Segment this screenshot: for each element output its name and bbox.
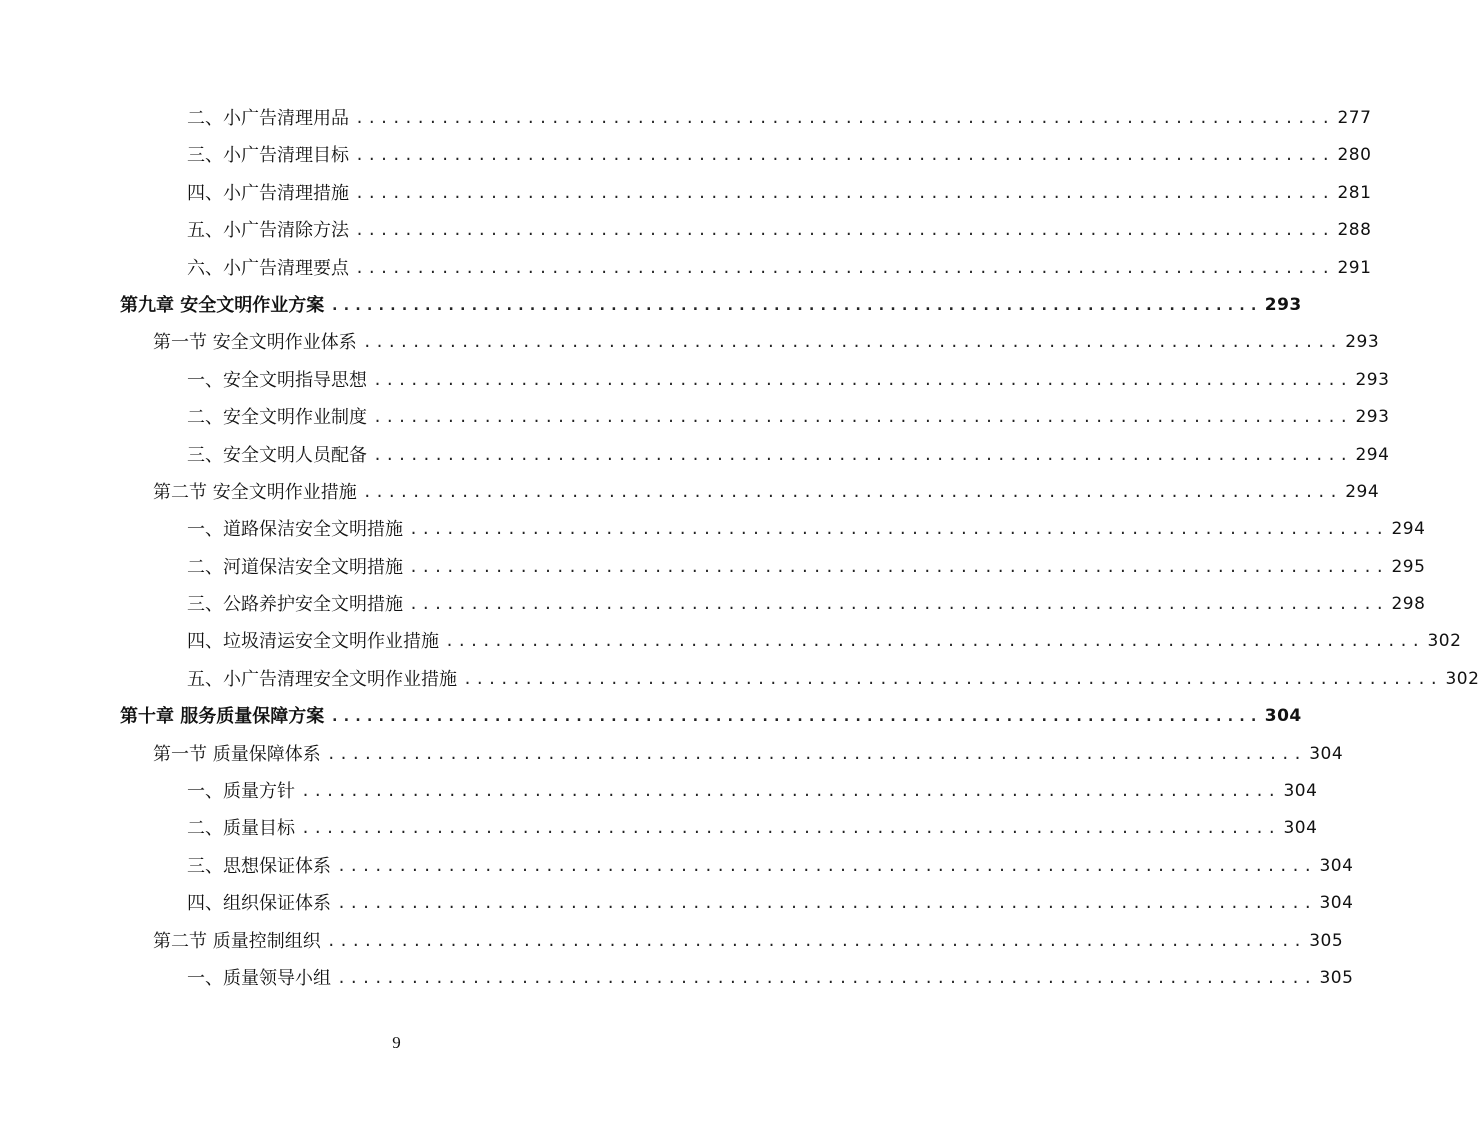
toc-entry <box>0 848 1354 885</box>
toc-dot-leader: ................................................................................ <box>362 482 1342 501</box>
toc-entry-page: 304 <box>1283 781 1318 802</box>
toc-dot-leader: ................................................................................ <box>337 856 1316 875</box>
toc-entry-page: 302 <box>1427 631 1462 652</box>
toc-entry-title: 五、小广告清理安全文明作业措施 <box>187 668 457 690</box>
toc-dot-leader: ................................................................................ <box>326 744 1306 763</box>
toc-entry-page: 304 <box>1319 855 1354 876</box>
toc-entry <box>0 810 1318 847</box>
toc-entry-page: 305 <box>1319 967 1354 988</box>
toc-entry-title: 一、质量方针 <box>187 781 295 803</box>
toc-entry <box>0 549 1426 586</box>
toc-entry <box>0 698 1302 735</box>
toc-entry <box>0 437 1390 474</box>
toc-dot-leader: ................................................................................ <box>355 146 1334 165</box>
toc-entry-page: 304 <box>1319 893 1354 914</box>
toc-entry <box>0 175 1372 212</box>
toc-dot-leader: ................................................................................ <box>355 109 1334 127</box>
toc-entry-title: 二、质量目标 <box>187 818 295 840</box>
toc-entry-page: 293 <box>1355 407 1390 428</box>
toc-entry-page: 295 <box>1391 556 1426 577</box>
toc-entry <box>0 137 1372 174</box>
toc-entry-title: 第十章 服务质量保障方案 <box>120 706 325 728</box>
table-of-contents <box>0 100 1479 997</box>
toc-dot-leader: ................................................................................ <box>409 557 1388 576</box>
toc-entry-title: 一、安全文明指导思想 <box>187 369 367 391</box>
toc-entry-title: 一、质量领导小组 <box>187 967 331 989</box>
toc-entry <box>0 586 1426 623</box>
toc-entry-page: 294 <box>1355 444 1390 465</box>
toc-entry-page: 302 <box>1445 668 1479 689</box>
toc-dot-leader: ................................................................................ <box>301 819 1280 838</box>
toc-entry-title: 二、河道保洁安全文明措施 <box>187 556 403 578</box>
toc-entry-title: 二、安全文明作业制度 <box>187 407 367 429</box>
toc-dot-leader: ................................................................................ <box>463 669 1442 688</box>
toc-entry-title: 三、小广告清理目标 <box>187 145 349 167</box>
toc-entry-page: 293 <box>1355 369 1390 390</box>
toc-entry <box>0 324 1380 361</box>
toc-entry-title: 第二节 安全文明作业措施 <box>153 481 357 503</box>
toc-entry <box>0 212 1372 249</box>
toc-entry-page: 305 <box>1309 930 1344 951</box>
toc-entry-page: 298 <box>1391 594 1426 615</box>
toc-dot-leader: ................................................................................ <box>301 782 1280 801</box>
toc-dot-leader: ................................................................................ <box>355 258 1334 277</box>
toc-entry <box>0 399 1390 436</box>
toc-entry <box>0 773 1318 810</box>
toc-entry <box>0 362 1390 399</box>
toc-entry <box>0 885 1354 922</box>
toc-dot-leader: ................................................................................ <box>337 894 1316 913</box>
toc-entry <box>0 960 1354 997</box>
toc-entry <box>0 923 1344 960</box>
toc-entry-title: 第二节 质量控制组织 <box>153 930 321 952</box>
toc-dot-leader: ................................................................................ <box>445 632 1424 651</box>
toc-dot-leader: ................................................................................ <box>409 520 1388 539</box>
toc-entry <box>0 661 1479 698</box>
toc-entry-title: 三、思想保证体系 <box>187 855 331 877</box>
toc-entry-page: 291 <box>1337 257 1372 278</box>
toc-entry-title: 四、小广告清理措施 <box>187 182 349 204</box>
toc-dot-leader: ................................................................................ <box>362 333 1342 352</box>
toc-dot-leader: ................................................................................ <box>326 931 1306 950</box>
toc-dot-leader: ................................................................................ <box>337 968 1316 987</box>
toc-entry-title: 四、组织保证体系 <box>187 893 331 915</box>
toc-entry-title: 四、垃圾清运安全文明作业措施 <box>187 631 439 653</box>
page-number: 9 <box>392 1033 401 1052</box>
toc-entry-page: 294 <box>1391 519 1426 540</box>
toc-entry-page: 304 <box>1283 818 1318 839</box>
toc-entry <box>0 287 1302 324</box>
toc-entry <box>0 250 1372 287</box>
toc-dot-leader: ................................................................................ <box>373 370 1352 389</box>
toc-entry-page: 277 <box>1337 108 1372 128</box>
toc-entry-page: 293 <box>1345 332 1380 353</box>
toc-dot-leader: ................................................................................ <box>373 445 1352 464</box>
toc-dot-leader: ................................................................................ <box>373 408 1352 427</box>
toc-entry-page: 294 <box>1345 481 1380 502</box>
toc-entry-title: 五、小广告清除方法 <box>187 220 349 242</box>
toc-dot-leader: ................................................................................ <box>330 295 1261 314</box>
toc-entry-page: 288 <box>1337 220 1372 241</box>
toc-entry <box>0 100 1372 137</box>
toc-dot-leader: ................................................................................ <box>355 183 1334 202</box>
toc-entry-title: 二、小广告清理用品 <box>187 108 349 129</box>
toc-entry <box>0 474 1380 511</box>
toc-entry-page: 304 <box>1264 706 1302 727</box>
toc-entry-page: 293 <box>1264 294 1302 315</box>
toc-entry-page: 280 <box>1337 145 1372 166</box>
toc-entry-page: 281 <box>1337 182 1372 203</box>
toc-entry-title: 第九章 安全文明作业方案 <box>120 294 325 316</box>
toc-entry-title: 三、安全文明人员配备 <box>187 444 367 466</box>
toc-dot-leader: ................................................................................ <box>409 595 1388 614</box>
toc-entry-title: 第一节 质量保障体系 <box>153 743 321 765</box>
toc-entry-title: 一、道路保洁安全文明措施 <box>187 519 403 541</box>
toc-entry-page: 304 <box>1309 743 1344 764</box>
toc-dot-leader: ................................................................................ <box>355 221 1334 240</box>
toc-dot-leader: ................................................................................ <box>330 707 1261 726</box>
toc-entry-title: 第一节 安全文明作业体系 <box>153 332 357 354</box>
toc-entry-title: 六、小广告清理要点 <box>187 257 349 279</box>
toc-entry <box>0 511 1426 548</box>
toc-entry <box>0 736 1344 773</box>
toc-entry-title: 三、公路养护安全文明措施 <box>187 594 403 616</box>
toc-entry <box>0 623 1462 660</box>
